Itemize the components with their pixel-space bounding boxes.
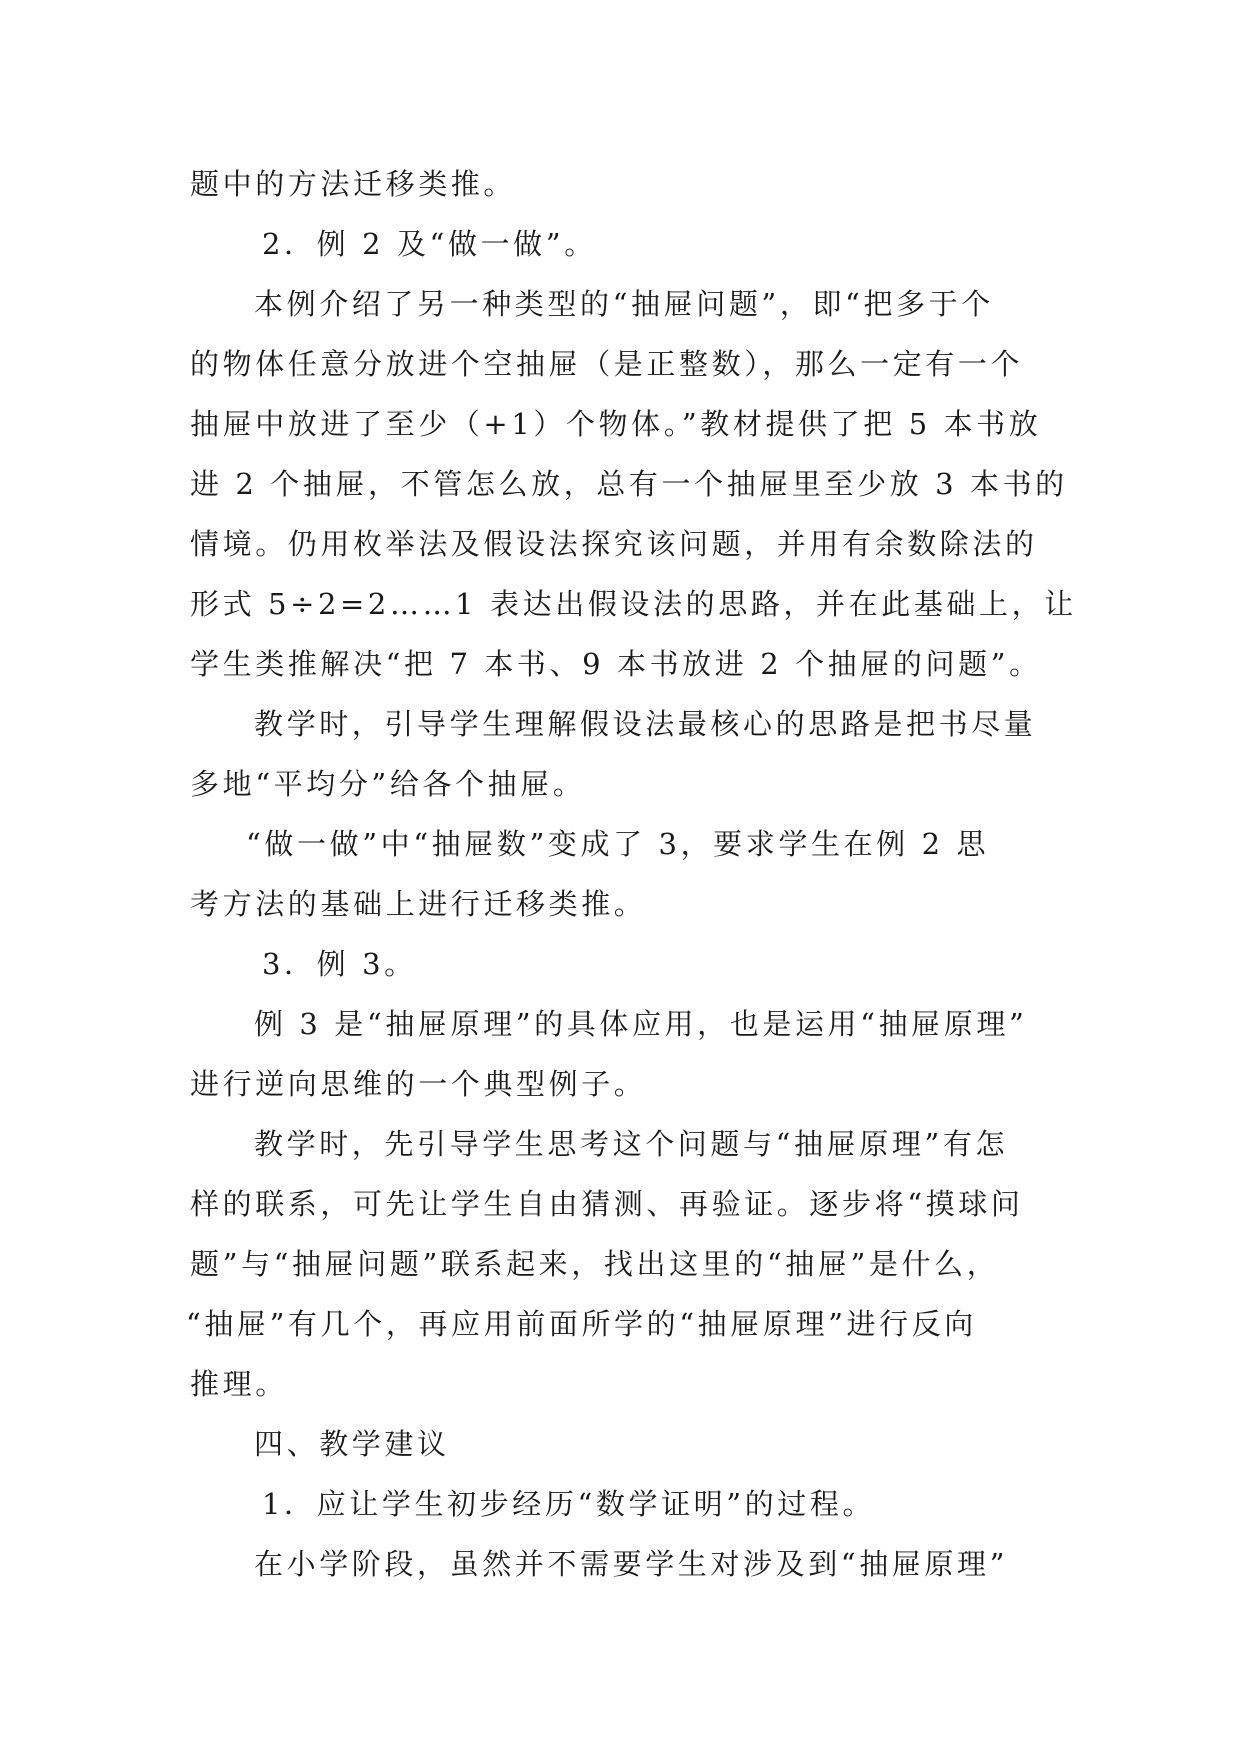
subsection-heading: 1．应让学生初步经历“数学证明”的过程。 bbox=[262, 1487, 876, 1521]
text-line: 推理。 bbox=[190, 1367, 288, 1401]
text-line: 样的联系，可先让学生自由猜测、再验证。逐步将“摸球问 bbox=[190, 1187, 1024, 1221]
text-line: 教学时，先引导学生思考这个问题与“抽屉原理”有怎 bbox=[254, 1127, 1009, 1161]
text-line: 多地“平均分”给各个抽屉。 bbox=[190, 767, 586, 801]
text-line: 情境。仍用枚举法及假设法探究该问题，并用有余数除法的 bbox=[190, 527, 1038, 561]
section-heading: 2．例 2 及“做一做”。 bbox=[262, 227, 597, 261]
text-line: 进 2 个抽屉，不管怎么放，总有一个抽屉里至少放 3 本书的 bbox=[190, 467, 1068, 501]
text-line: 考方法的基础上进行迁移类推。 bbox=[190, 887, 647, 921]
text-line: “做一做”中“抽屉数”变成了 3，要求学生在例 2 思 bbox=[246, 827, 990, 861]
text-line: 本例介绍了另一种类型的“抽屉问题”，即“把多于个 bbox=[254, 287, 994, 321]
text-line: 教学时，引导学生理解假设法最核心的思路是把书尽量 bbox=[254, 707, 1037, 741]
text-line: 进行逆向思维的一个典型例子。 bbox=[190, 1067, 647, 1101]
text-line: 抽屉中放进了至少（+1）个物体。”教材提供了把 5 本书放 bbox=[190, 407, 1042, 441]
text-line: 题”与“抽屉问题”联系起来，找出这里的“抽屉”是什么， bbox=[190, 1247, 1000, 1281]
text-line: 学生类推解决“把 7 本书、9 本书放进 2 个抽屉的问题”。 bbox=[190, 647, 1042, 681]
text-line: 例 3 是“抽屉原理”的具体应用，也是运用“抽屉原理” bbox=[254, 1007, 1028, 1041]
section-heading: 3．例 3。 bbox=[262, 947, 417, 981]
text-line: 的物体任意分放进个空抽屉（是正整数），那么一定有一个 bbox=[190, 347, 1024, 381]
text-line: “抽屉”有几个，再应用前面所学的“抽屉原理”进行反向 bbox=[186, 1307, 977, 1341]
text-line: 题中的方法迁移类推。 bbox=[190, 167, 517, 201]
section-heading: 四、教学建议 bbox=[254, 1427, 450, 1461]
text-line: 在小学阶段，虽然并不需要学生对涉及到“抽屉原理” bbox=[254, 1547, 1009, 1581]
text-line: 形式 5÷2=2……1 表达出假设法的思路，并在此基础上，让 bbox=[190, 587, 1077, 621]
